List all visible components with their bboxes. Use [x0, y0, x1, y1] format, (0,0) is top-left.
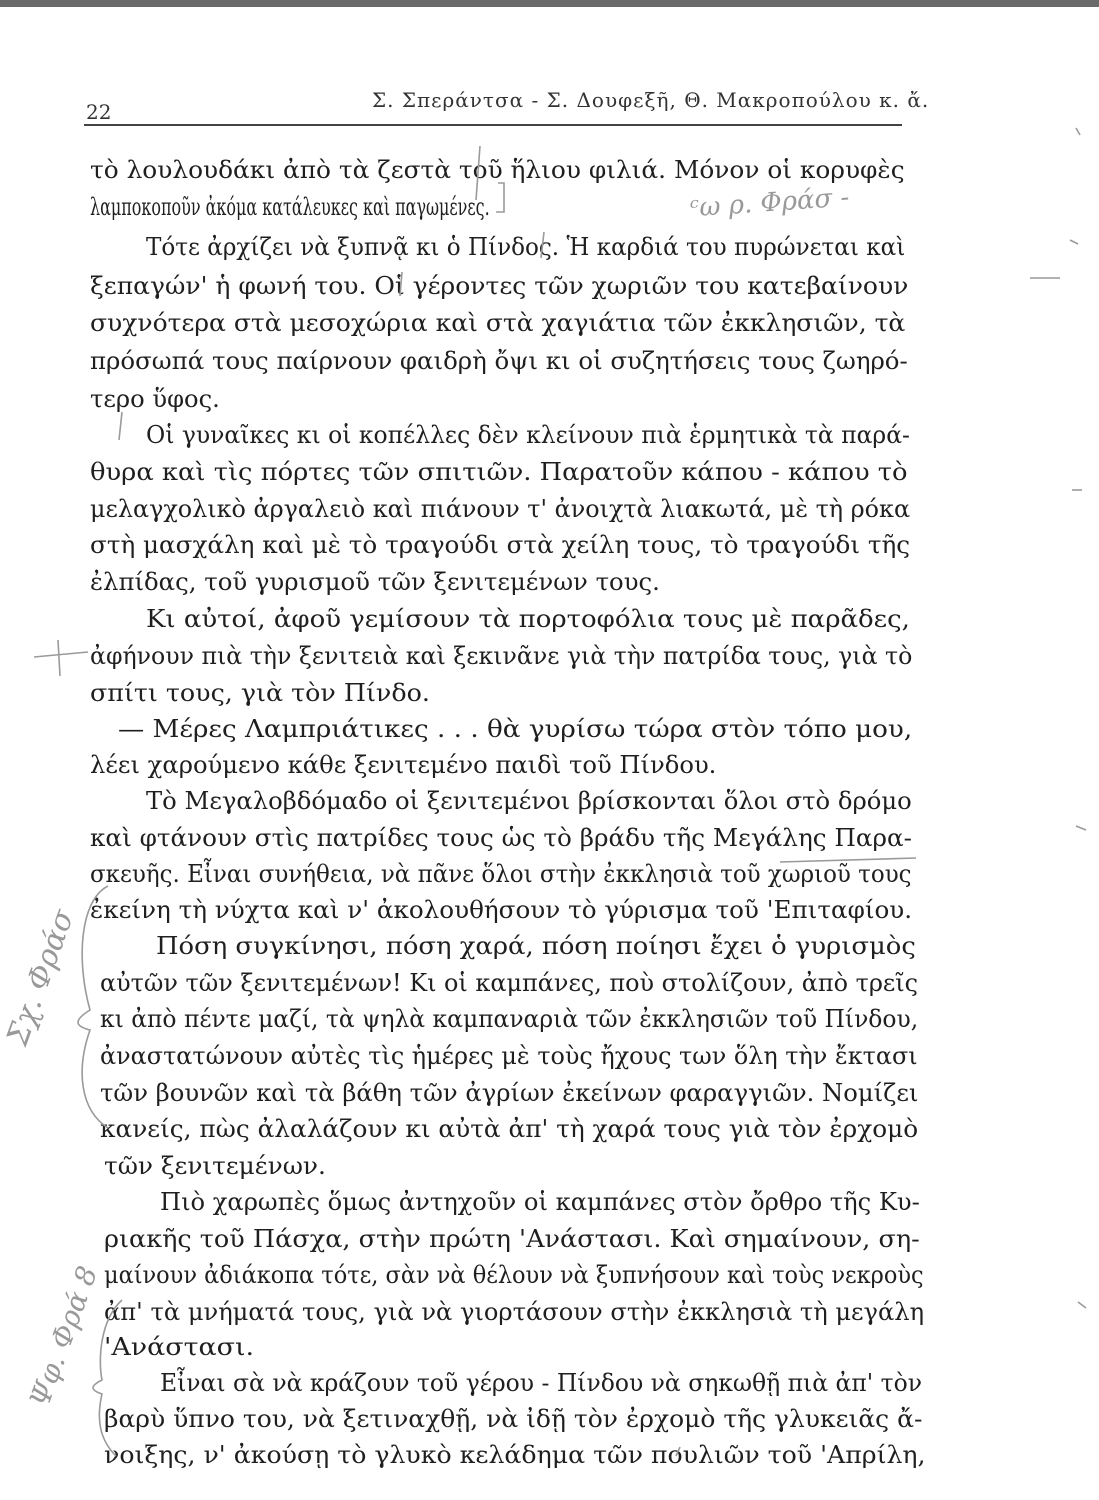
pencil-cross-mark [58, 640, 60, 676]
pencil-dot-mark [1070, 240, 1078, 244]
text-line: Τότε ἀρχίζει νὰ ξυπνᾷ κι ὁ Πίνδος. Ἡ καρδιά του πυρώνεται καὶ [146, 233, 906, 261]
text-line: μελαγχολικὸ ἀργαλειὸ καὶ πιάνουν τ' ἀνοιχτὰ λιακωτά, μὲ τὴ ρόκα [90, 495, 911, 523]
pencil-cross-mark [34, 652, 88, 657]
scan-edge [0, 0, 1099, 7]
text-line: τῶν βουνῶν καὶ τὰ βάθη τῶν ἀγρίων ἐκείνων φαραγγιῶν. Νομίζει [100, 1079, 919, 1107]
text-line: βαρὺ ὕπνο του, νὰ ξετιναχθῇ, νὰ ἰδῇ τὸν ἐρχομὸ τῆς γλυκειᾶς ἄ- [104, 1405, 923, 1433]
text-line: ἀφήνουν πιὰ τὴν ξενιτειὰ καὶ ξεκινᾶνε γιὰ τὴν πατρίδα τους, γιὰ τὸ [90, 642, 913, 670]
text-line: συχνότερα στὰ μεσοχώρια καὶ στὰ χαγιάτια τῶν ἐκκλησιῶν, τὰ [90, 309, 906, 337]
text-line: 'Ανάστασι. [104, 1333, 255, 1361]
text-line: πρόσωπά τους παίρνουν φαιδρὴ ὄψι κι οἱ συζητήσεις τους ζωηρό- [90, 347, 908, 375]
text-line: αὐτῶν τῶν ξενιτεμένων! Κι οἱ καμπάνες, ποὺ στολίζουν, ἀπὸ τρεῖς [100, 969, 919, 997]
text-line: τερο ὕφος. [90, 385, 220, 413]
pencil-dot-mark [1076, 826, 1086, 830]
pencil-dot-mark [1076, 128, 1080, 135]
text-line: μαίνουν ἀδιάκοπα τότε, σὰν νὰ θέλουν νὰ ξυπνήσουν καὶ τοὺς νεκροὺς [104, 1261, 924, 1289]
text-line: ριακῆς τοῦ Πάσχα, στὴν πρώτη 'Ανάστασι. Καὶ σημαίνουν, ση- [104, 1225, 920, 1253]
text-line: ἀναστατώνουν αὐτὲς τὶς ἡμέρες μὲ τοὺς ἤχους των ὅλη τὴν ἔκτασι [100, 1042, 918, 1070]
text-line: ἀπ' τὰ μνήματά τους, γιὰ νὰ γιορτάσουν στὴν ἐκκλησιὰ τὴ μεγάλη [104, 1298, 925, 1326]
pencil-note-left-bottom: Ψφ. Φρά 8 [22, 1261, 105, 1412]
text-line: — Μέρες Λαμπριάτικες . . . θὰ γυρίσω τώρα στὸν τόπο μου, [118, 715, 913, 743]
text-line: σκευῆς. Εἶναι συνήθεια, νὰ πᾶνε ὅλοι στὴν ἐκκλησιὰ τοῦ χωριοῦ τους [90, 860, 912, 888]
text-line: Πιὸ χαρωπὲς ὅμως ἀντηχοῦν οἱ καμπάνες στὸν ὄρθρο τῆς Κυ- [160, 1188, 920, 1216]
text-line: Τὸ Μεγαλοβδόμαδο οἱ ξενιτεμένοι βρίσκονται ὅλοι στὸ δρόμο [146, 787, 912, 815]
text-line: ξεπαγών' ἡ φωνή του. Οἱ γέροντες τῶν χωριῶν του κατεβαίνουν [90, 272, 909, 300]
text-line: θυρα καὶ τὶς πόρτες τῶν σπιτιῶν. Παρατοῦν κάπου - κάπου τὸ [90, 458, 908, 486]
text-line: νοιξης, ν' ἀκούσῃ τὸ γλυκὸ κελάδημα τῶν πουλιῶν τοῦ 'Απρίλη, [104, 1441, 926, 1469]
text-line: λαμποκοποῦν ἀκόμα κατάλευκες καὶ παγωμένες. [90, 193, 490, 221]
text-line: σπίτι τους, γιὰ τὸν Πίνδο. [90, 679, 430, 707]
text-line: κι ἀπὸ πέντε μαζί, τὰ ψηλὰ καμπαναριὰ τῶν ἐκκλησιῶν τοῦ Πίνδου, [100, 1005, 919, 1033]
text-line: λέει χαρούμενο κάθε ξενιτεμένο παιδὶ τοῦ Πίνδου. [90, 751, 717, 779]
text-line: ἐλπίδας, τοῦ γυρισμοῦ τῶν ξενιτεμένων τους. [90, 568, 660, 596]
pencil-note-left-middle: Σχ. Φράσ [0, 905, 82, 1050]
pencil-stroke-mark [119, 412, 122, 440]
pencil-note-top: ᶜω ρ. Φράσ - [689, 182, 851, 224]
text-line: στὴ μασχάλη καὶ μὲ τὸ τραγούδι στὰ χείλη τους, τὸ τραγούδι τῆς [90, 531, 911, 559]
header-rule [84, 124, 902, 126]
text-line: τῶν ξενιτεμένων. [104, 1152, 326, 1180]
text-line: Εἶναι σὰ νὰ κράζουν τοῦ γέρου - Πίνδου νὰ σηκωθῇ πιὰ ἀπ' τὸν [160, 1369, 923, 1397]
text-line: ἐκείνη τὴ νύχτα καὶ ν' ἀκολουθήσουν τὸ γύρισμα τοῦ 'Επιταφίου. [90, 896, 913, 924]
running-head: Σ. Σπεράντσα - Σ. Δουφεξῆ, Θ. Μακροπούλου κ. ἄ. [372, 88, 930, 112]
text-line: Οἱ γυναῖκες κι οἱ κοπέλλες δὲν κλείνουν πιὰ ἑρμητικὰ τὰ παρά- [146, 421, 910, 449]
text-line: Κι αὐτοί, ἀφοῦ γεμίσουν τὰ πορτοφόλια τους μὲ παρᾶδες, [146, 605, 910, 633]
text-line: Πόση συγκίνησι, πόση χαρά, πόση ποίησι ἔχει ὁ γυρισμὸς [156, 932, 916, 960]
text-line: καὶ φτάνουν στὶς πατρίδες τους ὡς τὸ βράδυ τῆς Μεγάλης Παρα- [90, 824, 913, 852]
page-number: 22 [86, 100, 112, 124]
pencil-bracket-mark [496, 183, 504, 212]
pencil-dot-mark [1078, 1302, 1086, 1308]
text-line: κανείς, πὼς ἀλαλάζουν κι αὐτὰ ἀπ' τὴ χαρά τους γιὰ τὸν ἐρχομὸ [100, 1115, 919, 1143]
text-line: τὸ λουλουδάκι ἀπὸ τὰ ζεστὰ τοῦ ἥλιου φιλιά. Μόνον οἱ κορυφὲς [90, 156, 905, 184]
